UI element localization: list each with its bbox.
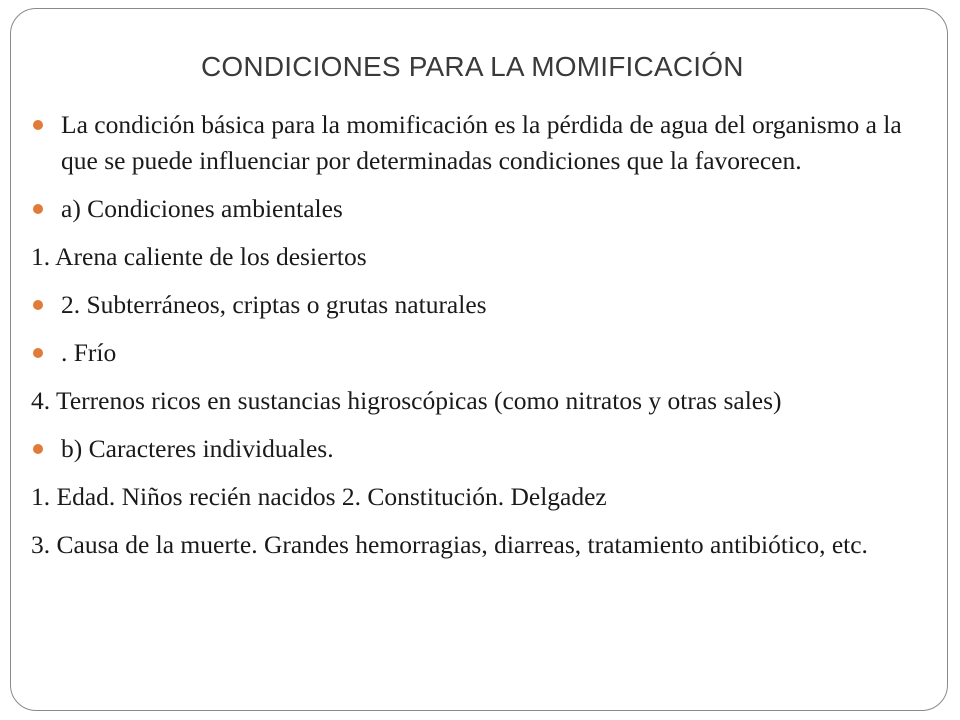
- bullet-icon: [33, 348, 43, 358]
- item-text: 4. Terrenos ricos en sustancias higroscópicas (como nitratos y otras sales): [31, 386, 782, 415]
- slide-title: CONDICIONES PARA LA MOMIFICACIÓN: [201, 51, 744, 82]
- item-text: 3. Causa de la muerte. Grandes hemorragias, diarreas, tratamiento antibiótico, etc.: [31, 530, 868, 559]
- item-text: 1. Edad. Niños recién nacidos 2. Constitución. Delgadez: [31, 482, 607, 511]
- list-item: [11, 527, 947, 563]
- list-item: [11, 335, 947, 371]
- item-text: b) Caracteres individuales.: [61, 434, 334, 463]
- slide: [10, 8, 948, 711]
- item-text: a) Condiciones ambientales: [61, 194, 343, 223]
- bullet-icon: [33, 300, 43, 310]
- item-text: . Frío: [61, 338, 117, 367]
- list-item: [11, 107, 947, 179]
- item-text: La condición básica para la momificación es la pérdida de agua del organismo a la que se puede influenciar por determinadas condiciones que la favorecen.: [61, 110, 902, 175]
- list-item: [11, 191, 947, 227]
- bullet-icon: [33, 444, 43, 454]
- bullet-icon: [33, 204, 43, 214]
- list-item: [11, 239, 947, 275]
- list-item: [11, 431, 947, 467]
- item-text: 1. Arena caliente de los desiertos: [31, 242, 367, 271]
- bullet-icon: [33, 120, 43, 130]
- list-item: [11, 479, 947, 515]
- slide-body: [11, 107, 947, 563]
- item-text: 2. Subterráneos, criptas o grutas naturales: [61, 290, 487, 319]
- list-item: [11, 287, 947, 323]
- list-item: [11, 383, 947, 419]
